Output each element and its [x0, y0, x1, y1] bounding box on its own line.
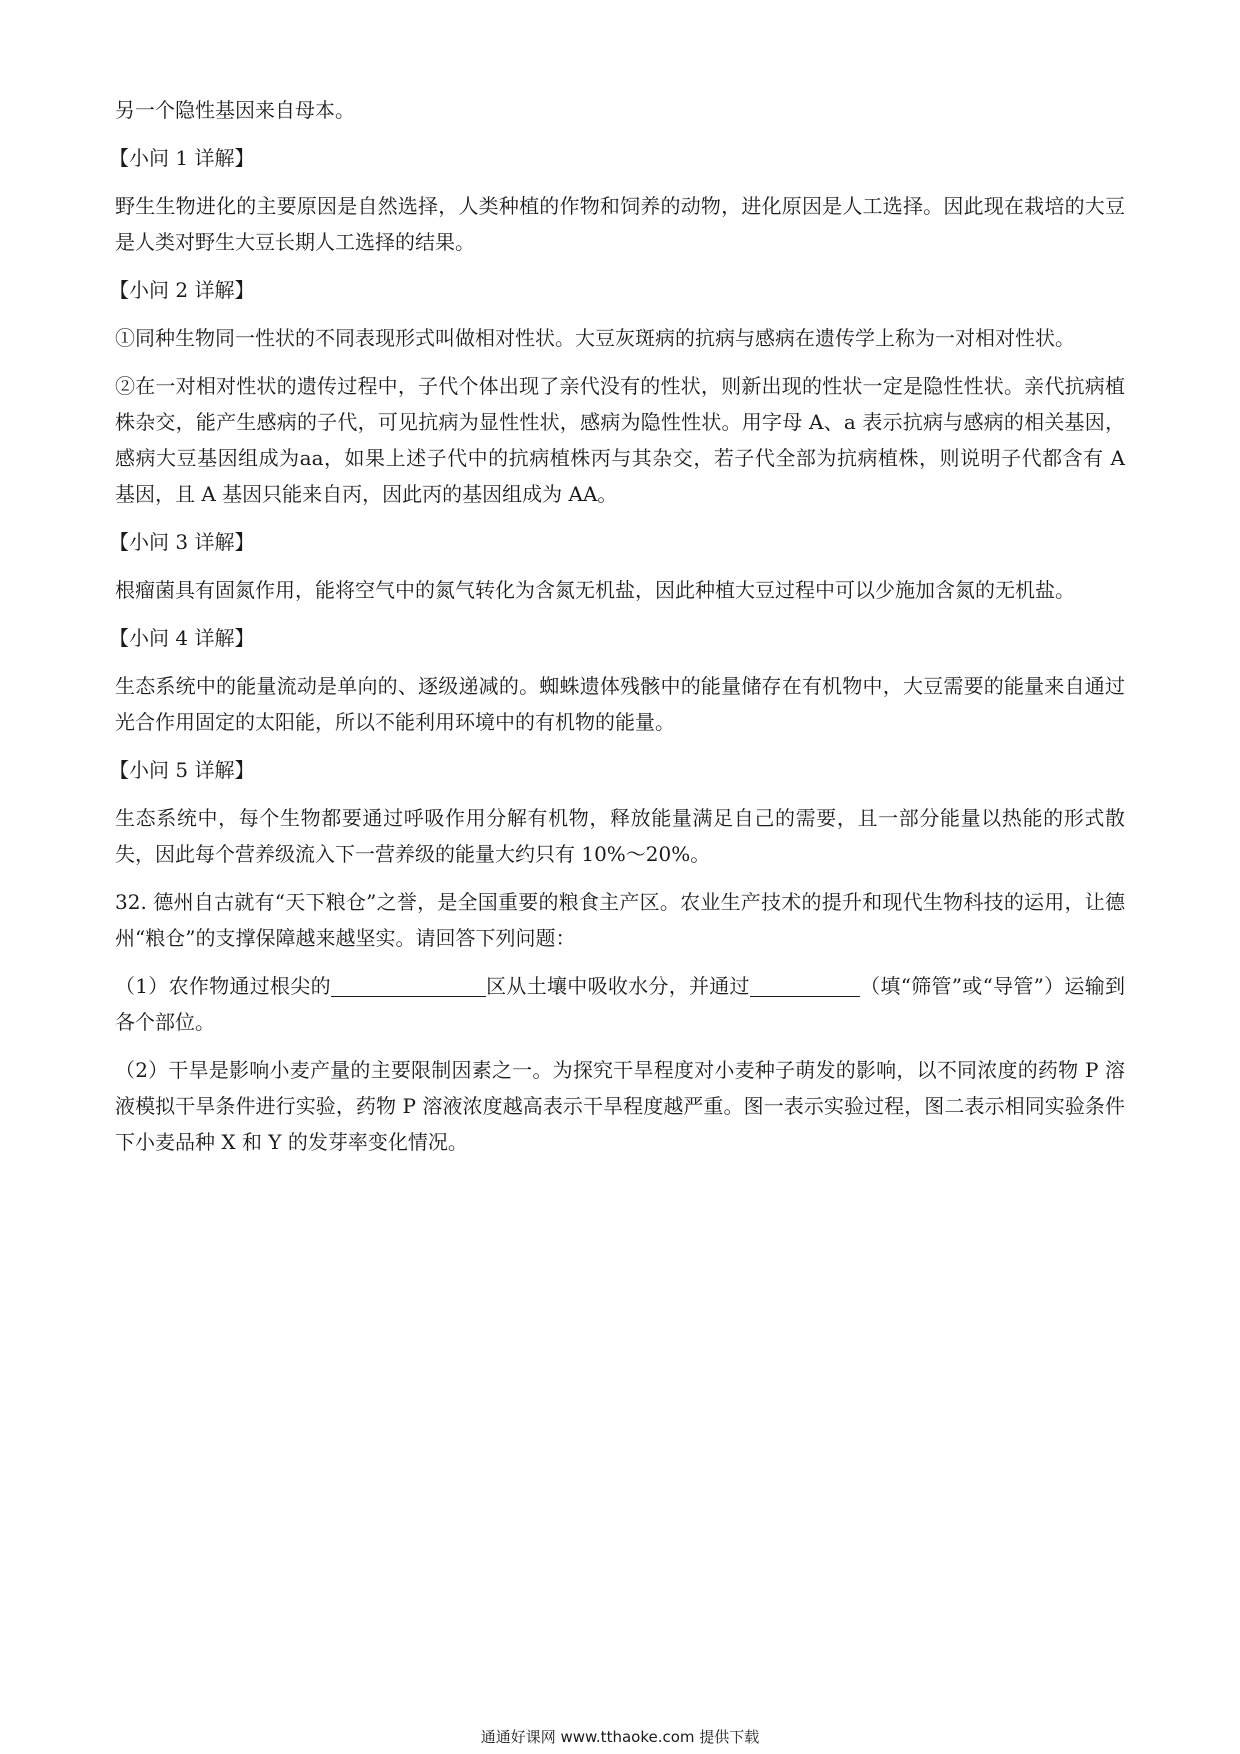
page-footer: 通通好课网 www.tthaoke.com 提供下载 — [480, 1728, 760, 1746]
heading-question-2: 【小问 2 详解】 — [109, 278, 255, 302]
paragraph-answer-2a: ①同种生物同一性状的不同表现形式叫做相对性状。大豆灰斑病的抗病与感病在遗传学上称为一对相对性状。 — [115, 326, 1075, 350]
heading-question-1: 【小问 1 详解】 — [109, 146, 255, 170]
paragraph-maternal-gene: 另一个隐性基因来自母本。 — [115, 98, 355, 122]
paragraph-answer-2b: ②在一对相对性状的遗传过程中，子代个体出现了亲代没有的性状，则新出现的性状一定是隐性性状。亲代抗病植株杂交，能产生感病的子代，可见抗病为显性性状，感病为隐性性状。用字母 A、a 表示抗病与感病的相关基因，感病大豆基因组成为aa，如果上述子代中的抗病植株丙与其杂交，若子代全部为抗病植株，则说明子代都含有 A 基因，且 A 基因只能来自丙，因此丙的基因组成为 AA。 — [115, 374, 1125, 506]
heading-question-5: 【小问 5 详解】 — [109, 758, 255, 782]
question-32-intro: 32. 德州自古就有“天下粮仓”之誉，是全国重要的粮食主产区。农业生产技术的提升和现代生物科技的运用，让德州“粮仓”的支撑保障越来越坚实。请回答下列问题： — [115, 890, 1125, 950]
document-body — [109, 92, 1126, 1172]
paragraph-answer-1: 野生生物进化的主要原因是自然选择，人类种植的作物和饲养的动物，进化原因是人工选择。因此现在栽培的大豆是人类对野生大豆长期人工选择的结果。 — [115, 194, 1125, 254]
question-32-part-1-text-c: （填“筛管”或“导管”）运输到各个部位。 — [115, 974, 1126, 1034]
paragraph-answer-5: 生态系统中，每个生物都要通过呼吸作用分解有机物，释放能量满足自己的需要，且一部分能量以热能的形式散失，因此每个营养级流入下一营养级的能量大约只有 10%～20%。 — [115, 806, 1125, 866]
answer-blank-vessel[interactable] — [750, 972, 860, 997]
heading-question-4: 【小问 4 详解】 — [109, 626, 255, 650]
paragraph-answer-3: 根瘤菌具有固氮作用，能将空气中的氮气转化为含氮无机盐，因此种植大豆过程中可以少施加含氮的无机盐。 — [115, 578, 1075, 602]
question-32-part-1 — [115, 968, 1125, 1040]
paragraph-answer-4: 生态系统中的能量流动是单向的、逐级递减的。蜘蛛遗体残骸中的能量储存在有机物中，大豆需要的能量来自通过光合作用固定的太阳能，所以不能利用环境中的有机物的能量。 — [115, 674, 1125, 734]
answer-blank-root-zone[interactable] — [331, 972, 486, 997]
question-32-part-1-text-b: 区从土壤中吸收水分，并通过 — [485, 974, 750, 998]
question-32-part-2: （2）干旱是影响小麦产量的主要限制因素之一。为探究干旱程度对小麦种子萌发的影响，以不同浓度的药物 P 溶液模拟干旱条件进行实验，药物 P 溶液浓度越高表示干旱程度越严重。图一表示实验过程，图二表示相同实验条件下小麦品种 X 和 Y 的发芽率变化情况。 — [115, 1058, 1125, 1154]
question-32-part-1-text-a: （1）农作物通过根尖的 — [115, 974, 331, 998]
heading-question-3: 【小问 3 详解】 — [109, 530, 255, 554]
